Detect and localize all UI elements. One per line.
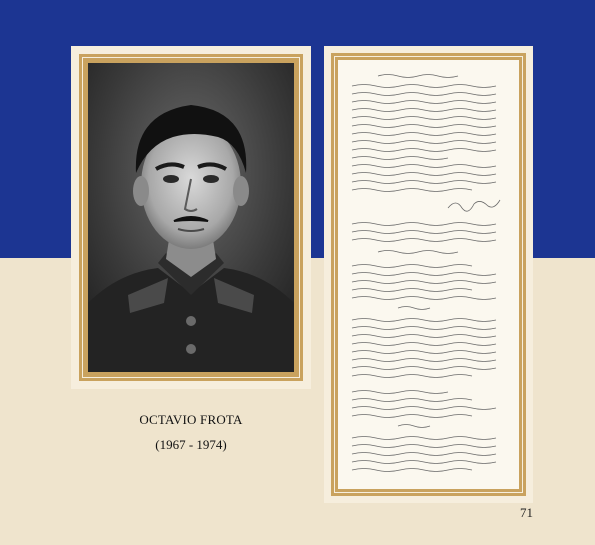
handwritten-document	[338, 60, 519, 489]
document-frame	[324, 46, 533, 503]
portrait-caption-years: (1967 - 1974)	[155, 437, 227, 452]
portrait-frame	[71, 46, 311, 389]
portrait-caption-name: OCTAVIO FROTA	[139, 412, 243, 427]
portrait-illustration	[88, 63, 294, 372]
portrait-photo	[88, 63, 294, 372]
page-number: 71	[520, 505, 533, 520]
handwriting-scribbles	[338, 60, 519, 489]
